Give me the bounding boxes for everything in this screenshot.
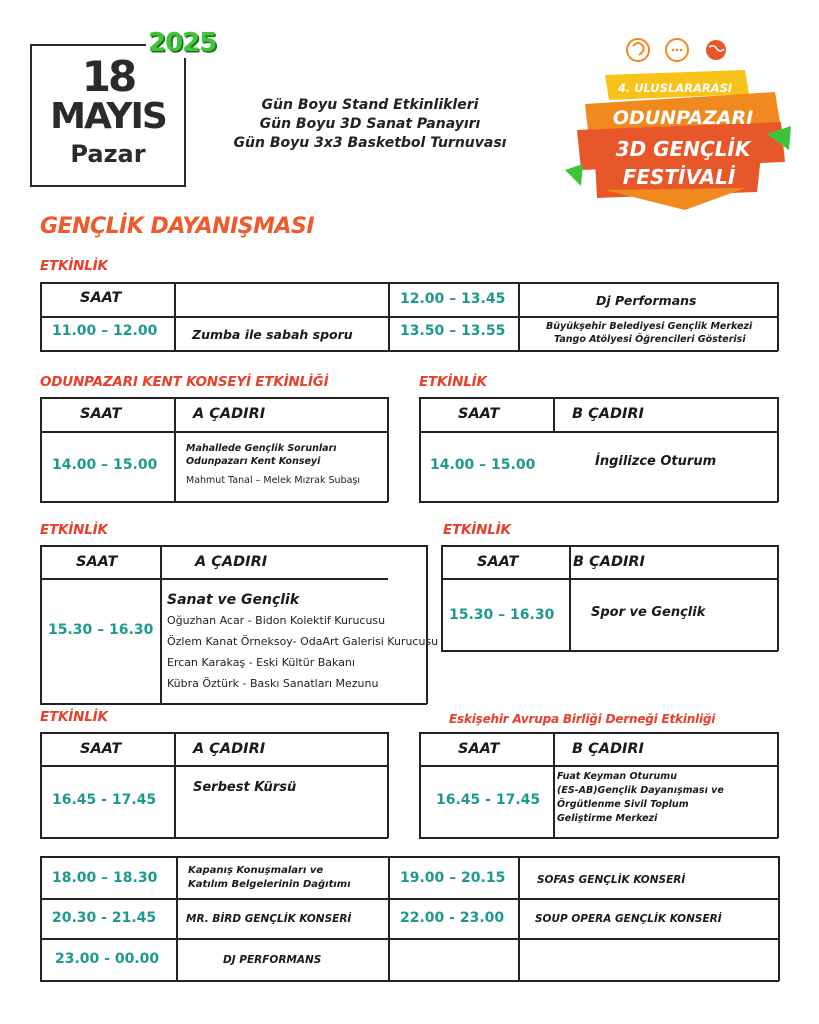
section4-time-left: 16.45 - 17.45 <box>52 792 157 808</box>
section2-time-right: 14.00 – 15.00 <box>430 457 536 473</box>
section3-saat-left: SAAT <box>76 554 118 570</box>
section3-saat-right: SAAT <box>477 554 519 570</box>
speaker-1: Oğuzhan Acar - Bidon Kolektif Kurucusu <box>167 614 386 627</box>
speaker-3: Ercan Karakaş - Eski Kültür Bakanı <box>167 656 355 669</box>
section4-tent-b: B ÇADIRI <box>572 741 644 757</box>
section3-tent-a: A ÇADIRI <box>195 554 268 570</box>
section1-time-l2: 11.00 – 12.00 <box>52 323 158 339</box>
section4-event-right-line4: Geliştirme Merkezi <box>557 813 658 824</box>
section1-label: ETKİNLİK <box>40 258 108 274</box>
section5-r3-event-left: DJ PERFORMANS <box>223 954 322 966</box>
logo-line4: FESTİVALİ <box>622 165 736 189</box>
section2-tent-a: A ÇADIRI <box>193 406 266 422</box>
section3-time-right: 15.30 – 16.30 <box>449 607 555 623</box>
section3-time-left: 15.30 – 16.30 <box>48 622 154 638</box>
section2-event-left-line1: Mahallede Gençlik Sorunları <box>186 443 337 454</box>
section4-event-right-line1: Fuat Keyman Oturumu <box>557 771 677 782</box>
logo-line2: ODUNPAZARI <box>612 107 754 129</box>
subtitle-basketball: Gün Boyu 3x3 Basketbol Turnuvası <box>233 135 507 151</box>
logo-line3: 3D GENÇLİK <box>615 137 751 161</box>
section3-event-right: Spor ve Gençlik <box>591 605 706 620</box>
section5-r1-time-right: 19.00 – 20.15 <box>400 870 506 886</box>
section1-time-r1: 12.00 – 13.45 <box>400 291 506 307</box>
speech-bubble-icon <box>666 39 688 61</box>
section1-saat-header: SAAT <box>80 290 122 306</box>
date-dayname: Pazar <box>70 140 146 168</box>
section2-saat-left: SAAT <box>80 406 122 422</box>
section5-r3-time-left: 23.00 - 00.00 <box>55 951 160 967</box>
section2-event-left-line2: Odunpazarı Kent Konseyi <box>186 456 321 467</box>
globe-icon <box>706 40 726 60</box>
section5-r2-time-left: 20.30 - 21.45 <box>52 910 157 926</box>
section2-event-left-speakers: Mahmut Tanal – Melek Mızrak Subaşı <box>186 475 360 486</box>
section3-event-left-title: Sanat ve Gençlik <box>167 592 300 608</box>
section1-event-r1: Dj Performans <box>596 293 697 308</box>
section4-event-right <box>557 770 724 826</box>
section2-tent-b: B ÇADIRI <box>572 406 644 422</box>
section5-r1-event-right: SOFAS GENÇLİK KONSERİ <box>537 874 686 886</box>
section5-r2-event-left: MR. BİRD GENÇLİK KONSERİ <box>186 913 352 925</box>
section5-r1-event-left <box>188 864 351 892</box>
date-day: 18 <box>81 52 135 101</box>
section4-saat-right: SAAT <box>458 741 500 757</box>
all-day-activities <box>200 96 540 153</box>
section3-label-right: ETKİNLİK <box>443 522 511 538</box>
section4-time-right: 16.45 - 17.45 <box>436 792 541 808</box>
section2-label-right: ETKİNLİK <box>419 374 487 390</box>
section4-label-right: Eskişehir Avrupa Birliği Derneği Etkinliği <box>449 712 716 726</box>
logo-line1: 4. ULUSLARARASI <box>617 81 733 95</box>
section3-label-left: ETKİNLİK <box>40 522 108 538</box>
section1-event-l2: Zumba ile sabah sporu <box>192 327 353 342</box>
section2-time-left: 14.00 – 15.00 <box>52 457 158 473</box>
section2-event-right: İngilizce Oturum <box>595 454 717 469</box>
section1-event-r2-line2: Tango Atölyesi Öğrencileri Gösterisi <box>554 334 746 345</box>
section1-event-r2-line1: Büyükşehir Belediyesi Gençlik Merkezi <box>546 321 753 332</box>
date-month: MAYIS <box>50 96 166 137</box>
date-box <box>30 44 186 187</box>
section4-event-left: Serbest Kürsü <box>193 780 297 795</box>
festival-logo <box>545 30 795 220</box>
section1-time-r2: 13.50 – 13.55 <box>400 323 506 339</box>
subtitle-art-fair: Gün Boyu 3D Sanat Panayırı <box>259 116 481 132</box>
section4-saat-left: SAAT <box>80 741 122 757</box>
section3-tent-b: B ÇADIRI <box>573 554 645 570</box>
speaker-2: Özlem Kanat Örneksoy- OdaArt Galerisi Kurucusu <box>167 635 439 648</box>
section2-saat-right: SAAT <box>458 406 500 422</box>
page-title: GENÇLİK DAYANIŞMASI <box>40 214 315 239</box>
section4-label-left: ETKİNLİK <box>40 709 108 725</box>
subtitle-stand: Gün Boyu Stand Etkinlikleri <box>261 97 479 113</box>
ear-icon <box>627 39 649 61</box>
section2-event-left <box>186 442 337 468</box>
section5-r1-time-left: 18.00 – 18.30 <box>52 870 158 886</box>
section4-event-right-line3: Örgütlenme Sivil Toplum <box>557 799 689 810</box>
section5-r1-event-left-line2: Katılım Belgelerinin Dağıtımı <box>188 879 351 890</box>
year-label: 2025 <box>148 28 217 58</box>
section5-r2-event-right: SOUP OPERA GENÇLİK KONSERİ <box>535 913 722 925</box>
section5-r1-event-left-line1: Kapanış Konuşmaları ve <box>188 865 324 876</box>
section4-event-right-line2: (ES-AB)Gençlik Dayanışması ve <box>557 785 724 796</box>
section4-tent-a: A ÇADIRI <box>193 741 266 757</box>
section5-r2-time-right: 22.00 - 23.00 <box>400 910 505 926</box>
section2-label-left: ODUNPAZARI KENT KONSEYİ ETKİNLİĞİ <box>40 374 329 390</box>
section1-event-r2 <box>546 320 752 346</box>
speaker-4: Kübra Öztürk - Baskı Sanatları Mezunu <box>167 677 379 690</box>
